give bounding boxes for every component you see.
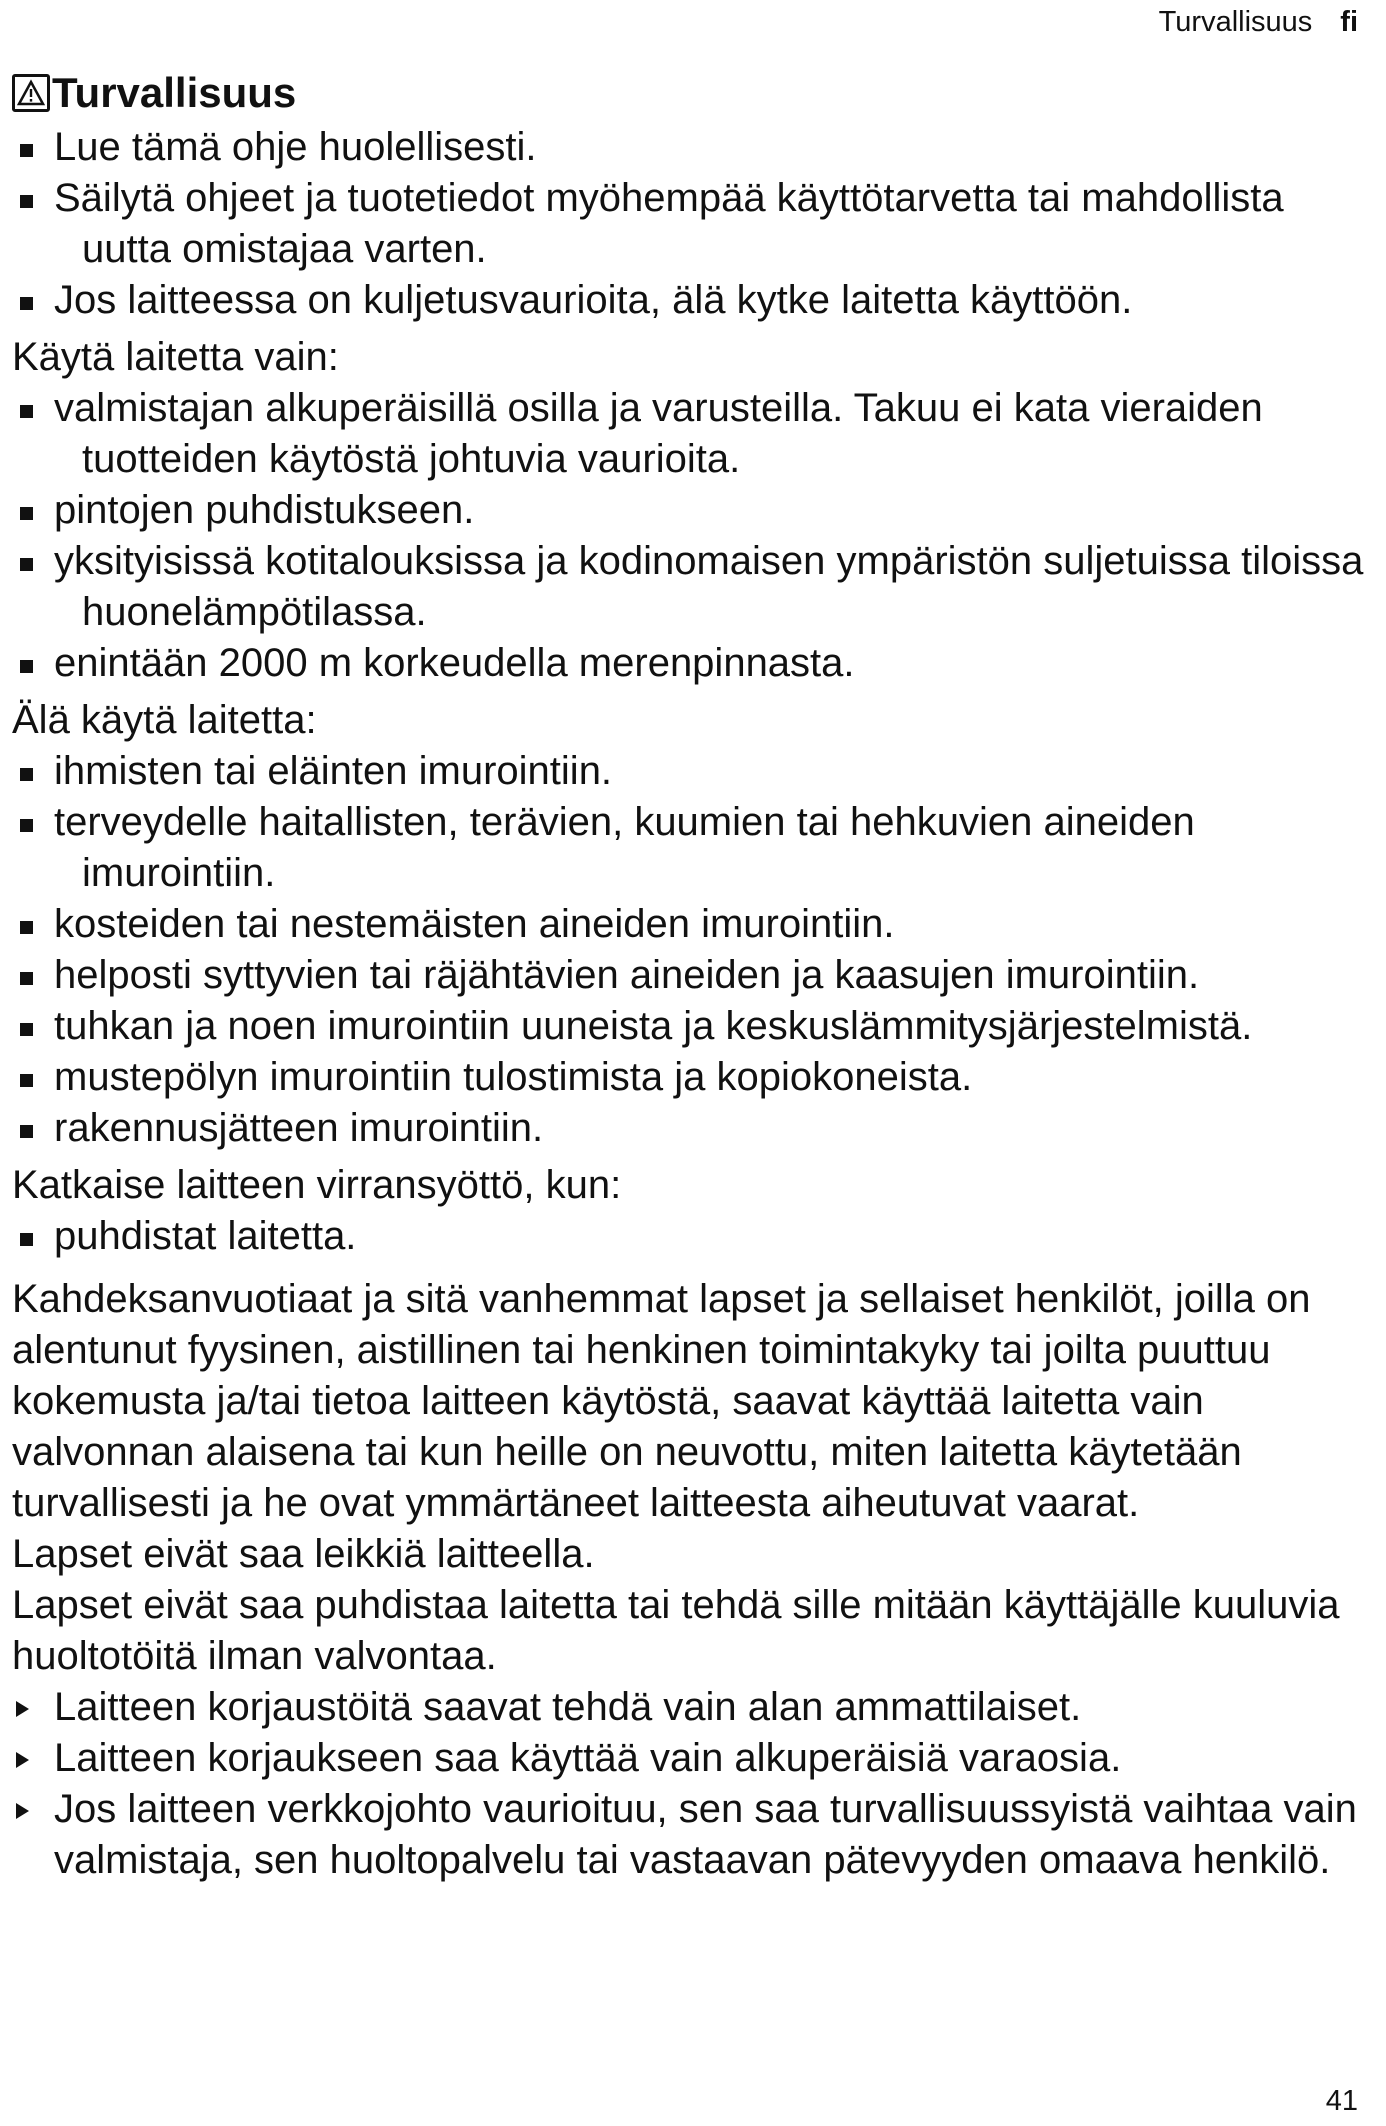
list-item: valmistajan alkuperäisillä osilla ja varusteilla. Takuu ei kata vieraiden tuotteiden käytöstä johtuvia vaurioita. xyxy=(12,383,1378,485)
warning-icon xyxy=(12,74,50,112)
children-play-paragraph: Lapset eivät saa leikkiä laitteella. xyxy=(12,1532,595,1576)
list-item: enintään 2000 m korkeudella merenpinnasta. xyxy=(12,638,1378,689)
list-item: tuhkan ja noen imurointiin uuneista ja keskuslämmitysjärjestelmistä. xyxy=(12,1001,1378,1052)
list-item: terveydelle haitallisten, terävien, kuumien tai hehkuvien aineiden imurointiin. xyxy=(12,797,1378,899)
section-title xyxy=(12,66,1378,120)
page-number: 41 xyxy=(1325,2085,1358,2117)
header-section: Turvallisuus xyxy=(1158,6,1313,38)
use-only-label: Käytä laitetta vain: xyxy=(12,335,339,379)
list-item: Säilytä ohjeet ja tuotetiedot myöhempää käyttötarvetta tai mahdollista uutta omistajaa varten. xyxy=(12,173,1378,275)
list-item: kosteiden tai nestemäisten aineiden imurointiin. xyxy=(12,899,1378,950)
list-item: ihmisten tai eläinten imurointiin. xyxy=(12,746,1378,797)
header-language: fi xyxy=(1340,6,1358,38)
instruction-list xyxy=(12,1682,1378,1886)
list-item: helposti syttyvien tai räjähtävien aineiden ja kaasujen imurointiin. xyxy=(12,950,1378,1001)
instruction-item: Jos laitteen verkkojohto vaurioituu, sen saa turvallisuussyistä vaihtaa vain valmistaja, sen huoltopalvelu tai vastaavan pätevyyden omaava henkilö. xyxy=(12,1784,1378,1886)
list-item: mustepölyn imurointiin tulostimista ja kopiokoneista. xyxy=(12,1052,1378,1103)
do-not-list xyxy=(12,746,1378,1154)
list-item: Lue tämä ohje huolellisesti. xyxy=(12,122,1378,173)
children-cleaning-paragraph: Lapset eivät saa puhdistaa laitetta tai tehdä sille mitään käyttäjälle kuuluvia huoltotöitä ilman valvontaa. xyxy=(12,1583,1340,1678)
list-item: yksityisissä kotitalouksissa ja kodinomaisen ympäristön suljetuissa tiloissa huonelämpötilassa. xyxy=(12,536,1378,638)
disconnect-list xyxy=(12,1211,1378,1262)
list-item: pintojen puhdistukseen. xyxy=(12,485,1378,536)
instruction-item: Laitteen korjaukseen saa käyttää vain alkuperäisiä varaosia. xyxy=(12,1733,1378,1784)
section-title-text: Turvallisuus xyxy=(52,69,297,116)
children-paragraph: Kahdeksanvuotiaat ja sitä vanhemmat lapset ja sellaiset henkilöt, joilla on alentunut fyysinen, aistillinen tai henkinen toimintakyky tai joilta puuttuu kokemusta ja/tai tietoa laitteen käytöstä, saavat käyttää laitetta vain valvonnan alaisena tai kun heille on neuvottu, miten laitetta käytetään turvallisesti ja he ovat ymmärtäneet laitteesta aiheutuvat vaarat. xyxy=(12,1277,1311,1525)
list-item: puhdistat laitetta. xyxy=(12,1211,1378,1262)
list-item: rakennusjätteen imurointiin. xyxy=(12,1103,1378,1154)
running-header xyxy=(1159,6,1358,39)
intro-list xyxy=(12,122,1378,326)
do-not-label: Älä käytä laitetta: xyxy=(12,698,317,742)
page-content xyxy=(12,66,1378,1886)
disconnect-label: Katkaise laitteen virransyöttö, kun: xyxy=(12,1163,622,1207)
use-only-list xyxy=(12,383,1378,689)
instruction-item: Laitteen korjaustöitä saavat tehdä vain alan ammattilaiset. xyxy=(12,1682,1378,1733)
list-item: Jos laitteessa on kuljetusvaurioita, älä kytke laitetta käyttöön. xyxy=(12,275,1378,326)
